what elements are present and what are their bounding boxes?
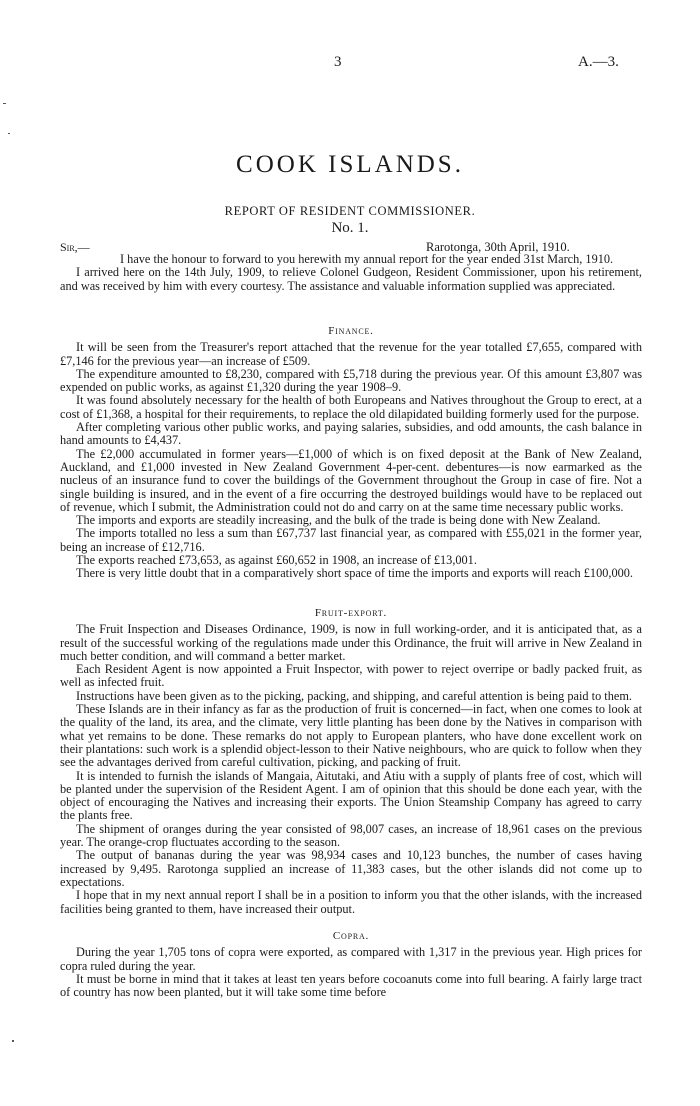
report-subtitle: REPORT OF RESIDENT COMMISSIONER.: [224, 204, 476, 218]
page-number: 3: [334, 54, 342, 70]
section-heading: Copra.: [332, 930, 370, 942]
dateline: Rarotonga, 30th April, 1910.: [426, 240, 570, 254]
paragraph: It will be seen from the Treasurer's report attached that the revenue for the year totalled £7,655, compared with £7,146 for the previous year—an increase of £509.: [60, 340, 642, 368]
intro-section: [60, 253, 642, 293]
paragraph: The imports and exports are steadily increasing, and the bulk of the trade is being done with New Zealand.: [76, 513, 601, 528]
paragraph: The imports totalled no less a sum than £67,737 last financial year, as compared with £55,021 in the former year, being an increase of £12,716.: [60, 526, 642, 554]
paragraph: I have the honour to forward to you herewith my annual report for the year ended 31st March, 1910.: [120, 252, 614, 266]
paragraph: The Fruit Inspection and Diseases Ordinance, 1909, is now in full working-order, and it is anticipated that, as a result of the successful working of the regulations made under this Ordinance, the fruit will arrive in New Zealand in much better condition, and will command a better market.: [60, 622, 642, 663]
paragraph: The exports reached £73,653, as against £60,652 in 1908, an increase of £13,001.: [76, 553, 477, 568]
finance-section: [60, 322, 642, 581]
report-number: No. 1.: [331, 220, 369, 236]
margin-mark: [8, 133, 10, 134]
paragraph: It must be borne in mind that it takes at least ten years before cocoanuts come into full bearing. A fairly large tract of country has now been planted, but it will take some time before: [60, 971, 642, 1000]
paragraph: Each Resident Agent is now appointed a Fruit Inspector, with power to reject overripe or badly packed fruit, as well as infected fruit.: [60, 662, 642, 690]
margin-mark: [3, 103, 6, 104]
paragraph: The shipment of oranges during the year consisted of 98,007 cases, an increase of 18,961 cases on the previous year. The orange-crop fluctuates according to the season.: [60, 821, 642, 850]
section-heading: Fruit-export.: [314, 607, 388, 619]
paragraph: The output of bananas during the year was 98,934 cases and 10,123 bunches, the number of cases having increased by 9,495. Rarotonga supplied an increase of 11,383 cases, but the other islands did not come up to expectations.: [60, 848, 642, 889]
paragraph: I arrived here on the 14th July, 1909, to relieve Colonel Gudgeon, Resident Commissioner, upon his retirement, and was received by him with every courtesy. The assistance and valuable information supplied was appreciated.: [60, 265, 642, 293]
paragraph: These Islands are in their infancy as far as the production of fruit is concerned—in fact, when one comes to look at the quality of the land, its area, and the climate, very little planting has been done by the Natives in comparison with what yet remains to be done. These remarks do not apply to European planters, who have done excellent work on their plantations: such work is a splendid object-lesson to their Native neighbours, who are quick to follow when they see the advantages derived from careful cultivation, picking, and packing of fruit.: [60, 702, 642, 770]
paragraph: Instructions have been given as to the picking, packing, and shipping, and careful attention is being paid to them.: [76, 688, 632, 703]
margin-mark: [12, 1040, 14, 1042]
page-title: COOK ISLANDS.: [236, 151, 464, 178]
paragraph: There is very little doubt that in a comparatively short space of time the imports and exports will reach £100,000.: [76, 566, 633, 581]
section-heading: Finance.: [328, 325, 374, 337]
paragraph: The expenditure amounted to £8,230, compared with £5,718 during the previous year. Of this amount £3,807 was expended on public works, as against £1,320 during the year 1908–9.: [60, 366, 642, 395]
paper-reference: A.—3.: [578, 54, 619, 70]
paragraph: It is intended to furnish the islands of Mangaia, Aitutaki, and Atiu with a supply of plants free of cost, which will be planted under the supervision of the Resident Agent. I am of opinion that this should be done each year, with the object of encouraging the Natives and increasing their exports. The Union Steamship Company has agreed to carry the plants free.: [60, 768, 642, 823]
paragraph: It was found absolutely necessary for the health of both Europeans and Natives throughout the Group to erect, at a cost of £1,368, a hospital for their requirements, to replace the old dilapidated building formerly used for the purpose.: [60, 393, 642, 421]
copra-section: [60, 927, 642, 999]
salutation: Sir,—: [60, 240, 90, 254]
fruit-export-section: [60, 604, 642, 916]
paragraph: The £2,000 accumulated in former years—£1,000 of which is on fixed deposit at the Bank of New Zealand, Auckland, and £1,000 invested in New Zealand Government 4-per-cent. debentures—is now earmarked as the nucleus of an insurance fund to cover the buildings of the Government throughout the Group in case of fire. Not a single building is insured, and in the event of a fire occurring the destroyed buildings would have to be replaced out of revenue, which I submit, the Administration could not do and carry on at the same time necessary public works.: [60, 446, 642, 514]
paragraph: During the year 1,705 tons of copra were exported, as compared with 1,317 in the previous year. High prices for copra ruled during the year.: [60, 945, 642, 973]
paragraph: After completing various other public works, and paying salaries, subsidies, and odd amounts, the cash balance in hand amounts to £4,437.: [60, 420, 642, 448]
paragraph: I hope that in my next annual report I shall be in a position to inform you that the other islands, with the increased facilities being granted to them, have increased their output.: [60, 888, 642, 916]
